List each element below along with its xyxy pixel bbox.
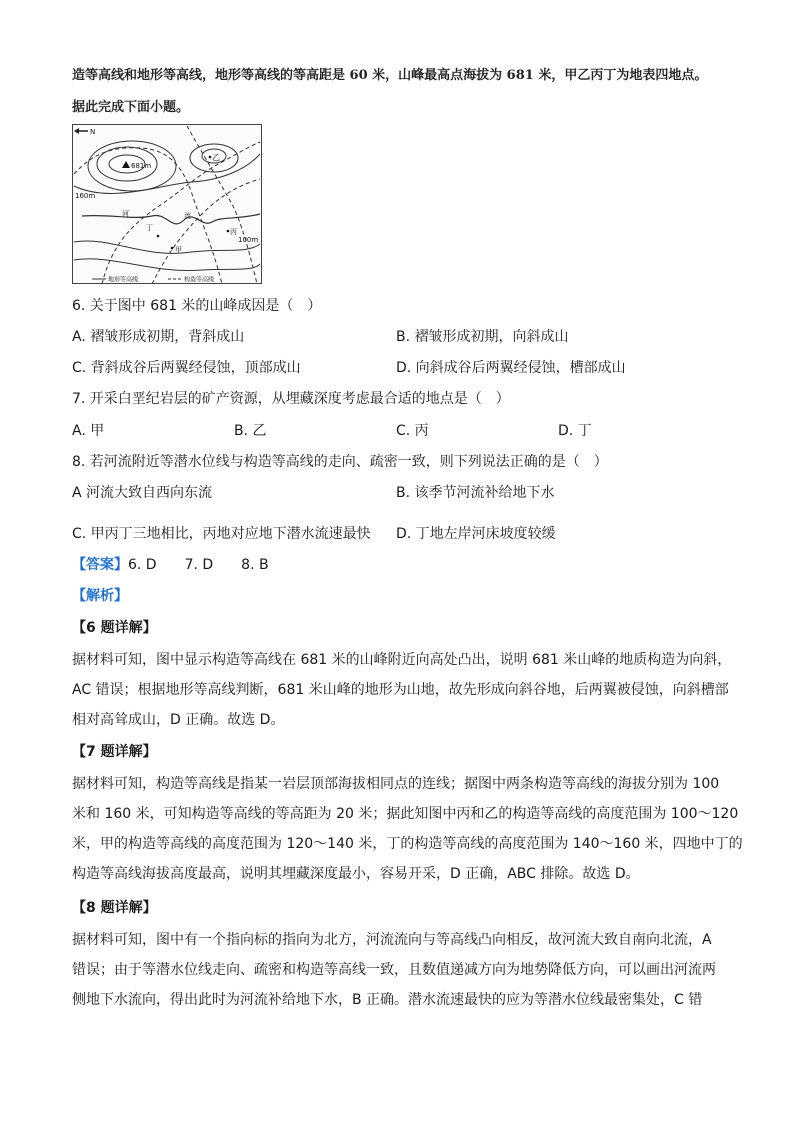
point-bing — [227, 230, 230, 233]
label-ding: 丁 — [146, 224, 153, 232]
question-7-option-a: A. 甲 — [72, 423, 105, 439]
question-6-option-a: A. 褶皱形成初期，背斜成山 — [72, 329, 245, 345]
intro-line-1: 造等高线和地形等高线，地形等高线的等高距是 60 米，山峰最高点海拔为 681 米，甲乙丙丁为地表四地点。 — [72, 68, 708, 83]
point-ding — [157, 235, 160, 238]
label-yi: 乙 — [212, 153, 220, 162]
detail-6-line: 据材料可知，图中显示构造等高线在 681 米的山峰附近向高处凸出，说明 681 米山峰的地质构造为向斜， — [72, 652, 732, 668]
question-8-option-a: A 河流大致自西向东流 — [72, 485, 213, 501]
answer-text: 6. D 7. D 8. B — [128, 557, 269, 573]
analysis-label: 【解析】 — [72, 588, 128, 604]
question-8-option-d: D. 丁地左岸河床坡度较缓 — [396, 526, 556, 542]
label-100m: 100m — [238, 236, 259, 244]
question-8-option-b: B. 该季节河流补给地下水 — [396, 485, 555, 501]
question-8-option-c: C. 甲丙丁三地相比，丙地对应地下潜水流速最快 — [72, 526, 371, 542]
detail-8-title: 【8 题详解】 — [72, 900, 157, 916]
north-label: N — [90, 128, 96, 136]
question-6-stem: 6. 关于图中 681 米的山峰成因是（ ） — [72, 298, 322, 314]
point-jia — [171, 247, 174, 250]
peak-label: 681m — [131, 162, 152, 170]
label-he: 河 — [122, 210, 129, 218]
point-yi — [209, 156, 212, 159]
answer-label: 【答案】 — [72, 557, 128, 573]
detail-6-title: 【6 题详解】 — [72, 620, 157, 636]
label-160m: 160m — [75, 192, 96, 200]
question-6-option-b: B. 褶皱形成初期，向斜成山 — [396, 329, 569, 345]
label-jia: 甲 — [175, 246, 182, 254]
detail-7-title: 【7 题详解】 — [72, 744, 157, 760]
question-6-option-d: D. 向斜成谷后两翼经侵蚀，槽部成山 — [396, 360, 626, 376]
detail-8-line: 错误；由于等潜水位线走向、疏密和构造等高线一致，且数值递减方向为地势降低方向，可以画出河流两 — [72, 962, 716, 978]
question-7-option-c: C. 丙 — [396, 423, 429, 439]
question-8-stem: 8. 若河流附近等潜水位线与构造等高线的走向、疏密一致，则下列说法正确的是（ ） — [72, 454, 608, 470]
detail-6-line: 相对高耸成山，D 正确。故选 D。 — [72, 712, 285, 728]
label-liu: 流 — [184, 212, 191, 220]
legend-structure-label: 构造等高线 — [184, 276, 215, 284]
question-6-option-c: C. 背斜成谷后两翼经侵蚀，顶部成山 — [72, 360, 301, 376]
question-7-option-b: B. 乙 — [234, 423, 267, 439]
detail-7-line: 米，甲的构造等高线的高度范围为 120～140 米，丁的构造等高线的高度范围为 140～160 米，四地中丁的 — [72, 836, 743, 852]
question-7-option-d: D. 丁 — [558, 423, 592, 439]
contour-map-figure — [72, 124, 262, 284]
detail-7-line: 米和 160 米，可知构造等高线的等高距为 20 米；据此知图中丙和乙的构造等高线的高度范围为 100～120 — [72, 806, 739, 822]
detail-6-line: AC 错误；根据地形等高线判断，681 米山峰的地形为山地，故先形成向斜谷地，后两翼被侵蚀，向斜槽部 — [72, 682, 729, 698]
intro-line-2: 据此完成下面小题。 — [72, 100, 190, 115]
detail-7-line: 据材料可知，构造等高线是指某一岩层顶部海拔相同点的连线；据图中两条构造等高线的海拔分别为 100 — [72, 776, 720, 792]
detail-8-line: 侧地下水流向，得出此时为河流补给地下水，B 正确。潜水流速最快的应为等潜水位线最密集处，C 错 — [72, 992, 703, 1008]
answer-row — [72, 555, 269, 575]
detail-7-line: 构造等高线海拔高度最高，说明其埋藏深度最小，容易开采，D 正确，ABC 排除。故选 D。 — [72, 866, 640, 882]
legend-terrain-label: 地形等高线 — [108, 276, 139, 284]
detail-8-line: 据材料可知，图中有一个指向标的指向为北方，河流流向与等高线凸向相反，故河流大致自南向北流，A — [72, 932, 712, 948]
label-bing: 丙 — [230, 228, 237, 236]
question-7-stem: 7. 开采白垩纪岩层的矿产资源，从埋藏深度考虑最合适的地点是（ ） — [72, 391, 510, 407]
